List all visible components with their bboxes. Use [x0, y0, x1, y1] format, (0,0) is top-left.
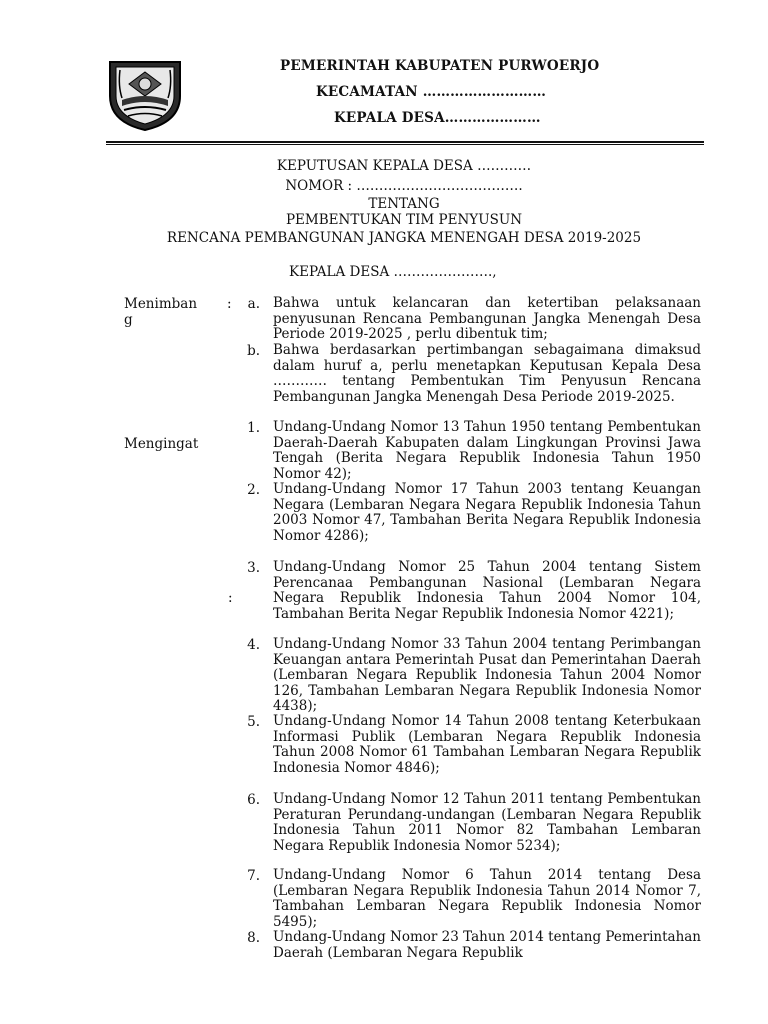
regency-emblem-icon: [106, 56, 184, 132]
recalling-item-4: Undang-Undang Nomor 33 Tahun 2004 tentang Perimbangan Keuangan antara Pemerintah Pusat dan Pemerintahan Daerah (Lembaran Negara Republik Indonesia Tahun 2004 Nomor 126, Tambahan Lembaran Negara Republik Indonesia Nomor 4438);: [273, 636, 701, 715]
recalling-item-8: Undang-Undang Nomor 23 Tahun 2014 tentang Pemerintahan Daerah (Lembaran Negara Republik: [273, 929, 702, 961]
letterhead-rule-thin: [106, 144, 704, 145]
decree-heading: KEPUTUSAN KEPALA DESA …………: [276, 158, 532, 174]
considering-marker-b: b.: [247, 343, 260, 359]
recalling-item-1: Undang-Undang Nomor 13 Tahun 1950 tentang Pembentukan Daerah-Daerah Kabupaten dalam Lingkungan Provinsi Jawa Tengah (Berita Negara Republik Indonesia Tahun 1950 Nomor 42);: [273, 419, 701, 482]
recalling-item-3: Undang-Undang Nomor 25 Tahun 2004 tentang Sistem Perencanaa Pembangunan Nasional (Lembaran Negara Negara Republik Indonesia Tahun 2004 Nomor 104, Tambahan Berita Negar Republik Indonesia Nomor 4221);: [273, 559, 701, 622]
letterhead-subdistrict: KECAMATAN ………………………: [316, 84, 547, 100]
considering-colon: :: [227, 296, 232, 312]
decree-subject-line1: PEMBENTUKAN TIM PENYUSUN: [285, 212, 523, 228]
recalling-marker-5: 5.: [247, 714, 260, 730]
considering-item-a: Bahwa untuk kelancaran dan ketertiban pelaksanaan penyusunan Rencana Pembangunan Jangka Menengah Desa Periode 2019-2025 , perlu dibentuk tim;: [273, 295, 701, 343]
letterhead-government: PEMERINTAH KABUPATEN PURWOERJO: [280, 58, 600, 74]
recalling-marker-6: 6.: [247, 792, 260, 808]
considering-label-line1: Menimban: [124, 296, 198, 312]
considering-label: [124, 296, 197, 328]
recalling-marker-8: 8.: [247, 930, 260, 946]
recalling-item-5: Undang-Undang Nomor 14 Tahun 2008 tentang Keterbukaan Informasi Publik (Lembaran Negara Republik Indonesia Tahun 2008 Nomor 61 Tambahan Lembaran Negara Republik Indonesia Nomor 4846);: [273, 713, 701, 776]
recalling-marker-2: 2.: [247, 482, 260, 498]
recalling-marker-4: 4.: [247, 637, 260, 653]
considering-item-b: Bahwa berdasarkan pertimbangan sebagaimana dimaksud dalam huruf a, perlu menetapkan Keputusan Kepala Desa ………… tentang Pembentukan Tim Penyusun Rencana Pembangunan Jangka Menengah Desa Periode 2019-2025.: [273, 342, 701, 405]
recalling-label: Mengingat: [124, 436, 199, 452]
decree-subject-line2: RENCANA PEMBANGUNAN JANGKA MENENGAH DESA 2019-2025: [166, 230, 642, 246]
recalling-item-7: Undang-Undang Nomor 6 Tahun 2014 tentang Desa (Lembaran Negara Republik Indonesia Tahun 2014 Nomor 7, Tambahan Lembaran Negara Republik Indonesia Nomor 5495);: [273, 867, 701, 930]
recalling-item-2: Undang-Undang Nomor 17 Tahun 2003 tentang Keuangan Negara (Lembaran Negara Negara Republik Indonesia Tahun 2003 Nomor 47, Tambahan Berita Negara Republik Indonesia Nomor 4286);: [273, 481, 701, 544]
recalling-colon: :: [228, 590, 233, 606]
recalling-marker-7: 7.: [247, 868, 260, 884]
issuer: KEPALA DESA ………………….,: [289, 264, 497, 280]
recalling-item-6: Undang-Undang Nomor 12 Tahun 2011 tentang Pembentukan Peraturan Perundang-undangan (Lembaran Negara Republik Indonesia Tahun 2011 Nomor 82 Tambahan Lembaran Negara Republik Indonesia Nomor 5234);: [273, 791, 701, 854]
considering-marker-a: a.: [247, 296, 260, 312]
letterhead-village-head: KEPALA DESA…………………: [334, 110, 541, 126]
decree-about: TENTANG: [368, 196, 440, 212]
decree-number: NOMOR : ……………………………….: [285, 178, 523, 194]
recalling-marker-1: 1.: [247, 420, 260, 436]
recalling-marker-3: 3.: [247, 560, 260, 576]
considering-label-line2: g: [124, 312, 133, 328]
letterhead-rule-thick: [106, 141, 704, 143]
